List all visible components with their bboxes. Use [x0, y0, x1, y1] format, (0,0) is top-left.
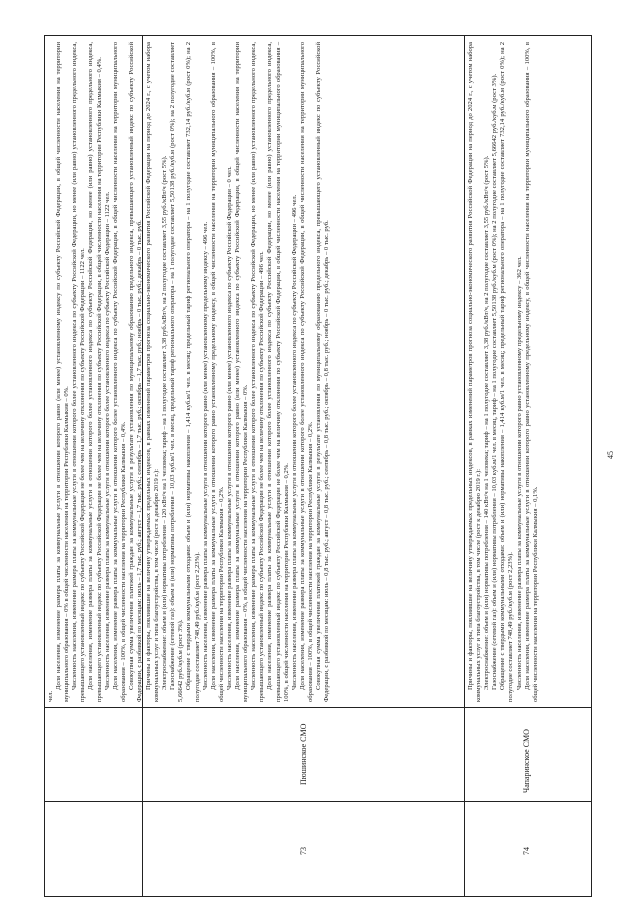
description-paragraph: Доля населения, изменение размера платы за коммунальные услуги в отношении которого равно установленному предельному индексу, в общей численности населения на территории муниципального образования – 100%, в общей численности населения на территории Республики Калмыкия – 0,1%.: [523, 42, 539, 702]
description-paragraph: Численность населения, изменение размера платы за коммунальные услуги в отношении которого равно (или менее) установленному предельному индексу – 496 чел.: [201, 221, 209, 690]
description-paragraph: чел.: [47, 690, 54, 702]
description-paragraph: Численность населения, изменение размера платы за коммунальные услуги в отношении которого более установленного индекса по субъекту Российской Федерации – 496 чел.: [290, 194, 298, 690]
table-border-right: [44, 35, 592, 36]
table-border-left: [44, 896, 592, 897]
description-paragraph: Доля населения, изменение размера платы за коммунальные услуги в отношении которого более установленного индекса по субъекту Российской Федерации, но менее (или равно) установленного предельного индекса, превышающего установленный индекс по субъекту Российской Федерации не более чем на величину отклонения по субъекту Российской Федерации, в общей численности населения на территории Республики Калмыкия – 0,4%.: [87, 42, 103, 702]
description-paragraph: Электроснабжение: объем и (или) нормативы потребления – 140 кВт/ч на 1 человека; тариф – на 1 полугодие составляет 3,38 руб./кВт/ч, на 2 полугодие составляет 3,55 руб./кВт/ч (рост 5%).: [483, 155, 491, 690]
description-paragraph: Совокупная сумма увеличения платежей граждан за коммунальные услуги в результате установления по муниципальному образованию предельного индекса, превышающего установленный индекс по субъекту Российской Федерации, с разбивкой по месяцам: июль – 0,8 тыс. руб.; август – 0,8 тыс. руб.; сентябрь – 0,8 тыс. руб.; октябрь – 0,8 тыс. руб.; ноябрь – 0 тыс. руб.; декабрь – 0 тыс. руб.: [314, 42, 331, 702]
column-divider: [44, 707, 592, 708]
row-number: 73: [299, 847, 308, 855]
description-paragraph: Численность населения, изменение размера платы за коммунальные услуги в отношении которого равно установленному предельному индексу – 362 чел.: [515, 256, 523, 690]
description-paragraph: Доля населения, изменение размера платы за коммунальные услуги в отношении которого равно установленному предельному индексу, в общей численности населения на территории муниципального образования – 100%, в общей численности населения на территории Республики Калмыкия – 0,2%.: [209, 42, 225, 702]
row-number: 74: [522, 847, 531, 855]
description-paragraph: Численность населения, изменение размера платы за коммунальные услуги в отношении которого более установленного индекса по субъекту Российской Федерации, но менее (или равно) установленного предельного индекса, превышающего установленный индекс по субъекту Российской Федерации не более чем на величину отклонения по субъекту Российской Федерации – 496 чел.: [250, 42, 266, 702]
description-paragraph: Доля населения, изменение размера платы за коммунальные услуги в отношении которого более установленного индекса по субъекту Российской Федерации, в общей численности населения на территории муниципального образования – 100%, в общей численности населения на территории Республики Калмыкия – 0,2%.: [298, 42, 314, 702]
description-paragraph: Причины и факторы, повлиявшие на величину утверждаемых предельных индексов, в рамках изменений параметров прогноза социально-экономического развития Российской Федерации на период до 2024 г., с учетом набора коммунальных услуг и типа благоустройства, в том числе (рост к декабрю 2019 г.):: [467, 42, 483, 702]
table-border-top: [44, 35, 45, 897]
row-description: [467, 42, 589, 702]
row-description: [145, 42, 461, 702]
description-paragraph: Численность населения, изменение размера платы за коммунальные услуги в отношении которого более установленного индекса по субъекту Российской Федерации, но менее (или равно) установленного предельного индекса, превышающего установленный индекс по субъекту Российской Федерации не более чем на величину отклонения по субъекту Российской Федерации – 1122 чел.: [71, 42, 87, 702]
description-paragraph: Газоснабжение (сетевой газ): объем и (или) нормативы потребления – 10,03 куб.м/1 чел. в месяц, тариф – на 1 полугодие составляет 5,50138 руб./куб.м (рост 0%); на 2 полугодие составляет 5,66642 руб./куб.м (рост 3%).: [491, 73, 499, 690]
page-number: 45: [606, 451, 615, 459]
description-paragraph: Доля населения, изменение размера платы за коммунальные услуги в отношении которого более установленного индекса по субъекту Российской Федерации, но менее (или равно) установленного предельного индекса, превышающего установленный индекс по субъекту Российской Федерации не более чем на величину отклонения по субъекту Российской Федерации, в общей численности населения на территории муниципального образования – 100%, в общей численности населения на территории Республики Калмыкия – 0,2%.: [266, 42, 290, 702]
description-paragraph: Численность населения, изменение размера платы за коммунальные услуги в отношении которого равно (или менее) установленного индекса по субъекту Российской Федерации – 0 чел.: [225, 166, 233, 690]
description-paragraph: Совокупная сумма увеличения платежей граждан за коммунальные услуги в результате установления по муниципальному образованию предельного индекса, превышающего установленный индекс по субъекту Российской Федерации, с разбивкой по месяцам: июль – 1,7 тыс. руб.; август – 1,7 тыс. руб.; сентябрь – 1,7 тыс. руб.; октябрь – 1,7 тыс. руб.; ноябрь – 0 тыс. руб.; декабрь – 0 тыс. руб.: [127, 42, 144, 702]
indices-table: [44, 35, 592, 897]
description-paragraph: Доля населения, изменение размера платы за коммунальные услуги в отношении которого равно (или менее) установленному индексу по субъекту Российской Федерации, в общей численности населения на территории муниципального образования – 0% в общей численности населения на территории Республики Калмыкия – 0%.: [55, 42, 71, 702]
municipality-name: Чапаринское СМО: [522, 729, 531, 793]
row-description: [47, 42, 144, 702]
description-paragraph: Обращение с твердыми коммунальными отходами: объем и (или) нормативы накопления – 1,414 куб.м/1 чел. в месяц; предельный тариф регионального оператора – на 1 полугодие составляет 732,14 руб./куб.м (рост 0%); на 2 полугодие составляет 748,49 руб./куб.м (рост 2,23%).: [185, 42, 201, 702]
description-paragraph: Причины и факторы, повлиявшие на величину утверждаемых предельных индексов, в рамках изменений параметров прогноза социально-экономического развития Российской Федерации на период до 2024 г., с учетом набора коммунальных услуг и типа благоустройства, в том числе (рост к декабрю 2019 г.):: [145, 42, 161, 702]
row-divider: [464, 35, 465, 897]
description-paragraph: Доля населения, изменение размера платы за коммунальные услуги в отношении которого равно (или менее) установленного индекса по субъекту Российской Федерации, в общей численности населения на территории муниципального образования – 0%, в общей численности населения на территории Республики Калмыкия – 0%.: [234, 42, 250, 702]
description-paragraph: Газоснабжение (сетевой газ): объем и (или) нормативы потребления – 10,03 куб.м/1 чел. в месяц, предельный тариф регионального оператора – на 1 полугодие составляет 5,50138 руб./куб.м (рост 0%); на 2 полугодие составляет 5,66642 руб./куб.м (рост 3%).: [169, 42, 185, 702]
description-paragraph: Доля населения, изменение размера платы за коммунальные услуги в отношении которого более установленного индекса по субъекту Российской Федерации, в общей численности населения на территории муниципального образования – 100%, в общей численности населения на территории Республики Калмыкия – 0,4%.: [111, 42, 127, 702]
table-border-bottom: [591, 35, 592, 897]
description-paragraph: Численность населения, изменение размера платы за коммунальные услуги в отношении которого более установленного индекса по субъекту Российской Федерации – 1122 чел.: [103, 191, 111, 690]
description-paragraph: Обращение с твердыми коммунальными отходами: объем и (или) нормативы накопления – 1,414 куб.м/1 чел. в месяц; предельный тариф регионального оператора – на 1 полугодие составляет 732,14 руб./куб.м (рост 0%); на 2 полугодие составляет 748,49 руб./куб.м (рост 2,23%).: [499, 42, 515, 702]
column-divider: [44, 801, 592, 802]
description-paragraph: Электроснабжение: объем и (или) нормативы потребления – 120 кВт/ч на 1 человека; тариф – на 1 полугодие составляет 3,38 руб./кВт/ч, на 2 полугодие составляет 3,55 руб./кВт/ч (рост 5%).: [161, 155, 169, 690]
municipality-name: Пюшинское СМО: [299, 723, 308, 785]
